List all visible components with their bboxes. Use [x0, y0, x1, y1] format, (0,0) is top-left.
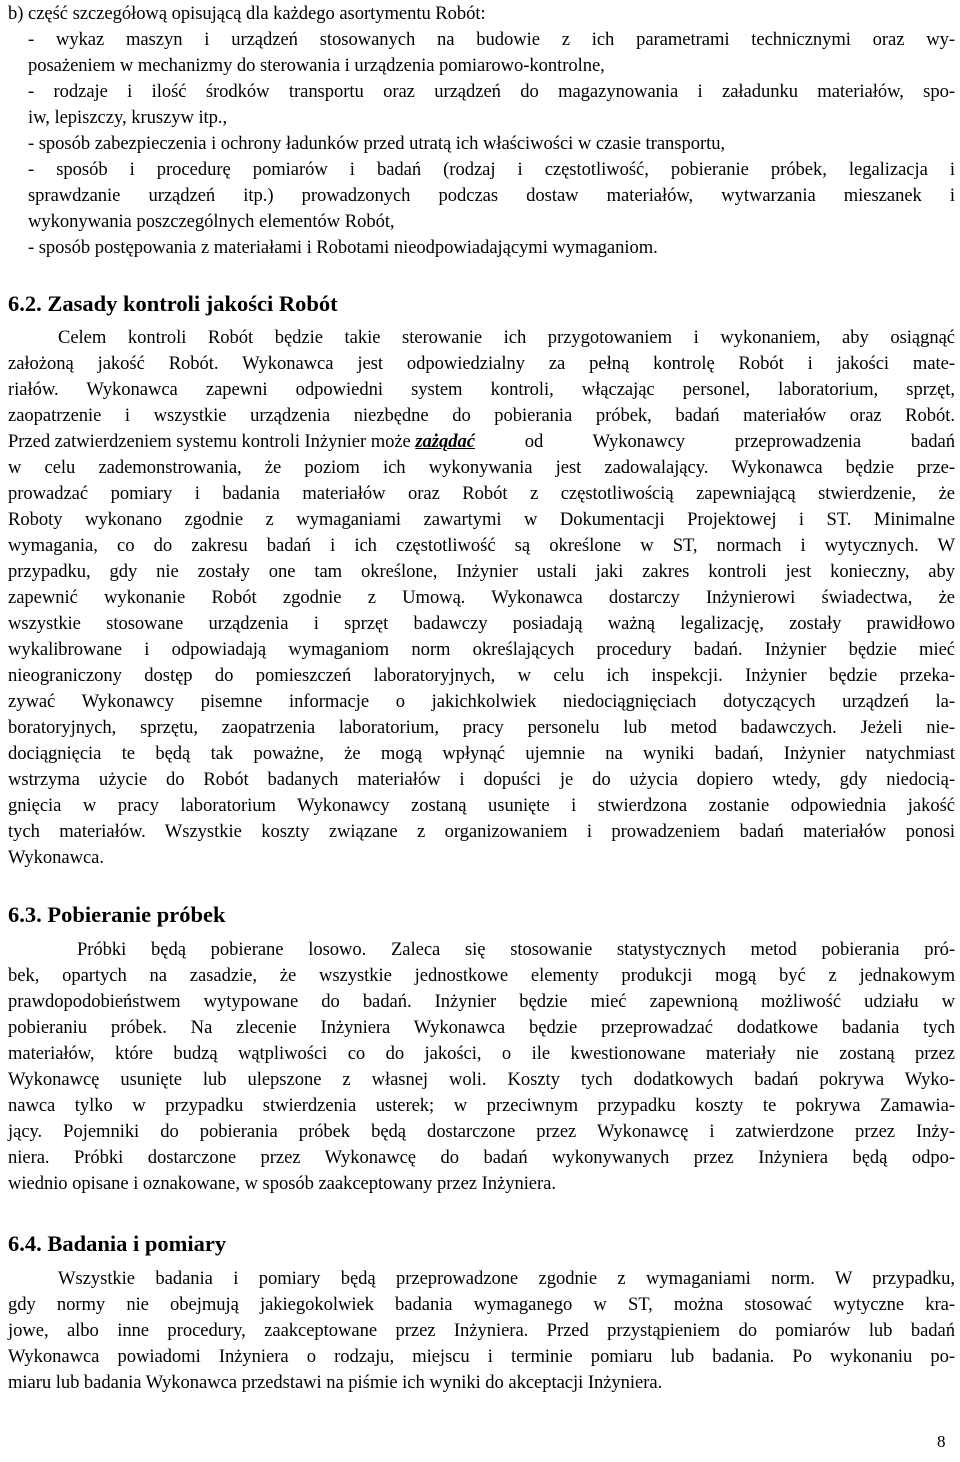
paragraph-line: riałów. Wykonawca zapewni odpowiedni system kontroli, włączając personel, laboratorium, sprzęt, — [8, 379, 955, 400]
paragraph-line: wstrzyma użycie do Robót badanych materiałów i dopuści je do użycia dopiero wtedy, gdy niedocią- — [8, 769, 955, 790]
paragraph-line: w celu zademonstrowania, że poziom ich wykonywania jest zadowalający. Wykonawca będzie prze- — [8, 457, 955, 478]
section-b-line: iw, lepiszczy, kruszyw itp., — [28, 107, 228, 128]
emphasized-word: zażądać — [415, 431, 475, 452]
paragraph-line-with-emphasis — [8, 430, 955, 454]
paragraph-line: jący. Pojemniki do pobierania próbek będą dostarczone przez Wykonawcę i zatwierdzone przez Inży- — [8, 1121, 955, 1142]
paragraph-line: wykalibrowane i odpowiadają wymaganiom norm określających procedury badań. Inżynier będzie mieć — [8, 639, 955, 660]
page-number: 8 — [937, 1432, 946, 1451]
paragraph-line: Wykonawca. — [8, 847, 104, 868]
paragraph-line: materiałów, które budzą wątpliwości co do jakości, o ile kwestionowane materiały nie zostaną przez — [8, 1043, 955, 1064]
section-b-line: - sposób i procedurę pomiarów i badań (rodzaj i częstotliwość, pobieranie próbek, legalizacja i — [28, 159, 955, 180]
paragraph-line: gnięcia w pracy laboratorium Wykonawcy zostaną usunięte i stwierdzona zostanie odpowiednia jakość — [8, 795, 955, 816]
section-b-intro: b) część szczegółową opisującą dla każdego asortymentu Robót: — [8, 3, 486, 24]
paragraph-line: dociągnięcia te będą tak poważne, że mogą wpłynąć ujemnie na wyniki badań, Inżynier natychmiast — [8, 743, 955, 764]
paragraph-line-start: Przed zatwierdzeniem systemu kontroli Inżynier może — [8, 431, 416, 452]
paragraph-line: zapewnić wykonanie Robót zgodnie z Umową. Wykonawca dostarczy Inżynierowi świadectwa, że — [8, 587, 955, 608]
section-6-4-heading: 6.4. Badania i pomiary — [8, 1231, 227, 1256]
paragraph-line: wymagania, co do zakresu badań i ich częstotliwość są określone w ST, normach i wytycznych. W — [8, 535, 955, 556]
paragraph-line: boratoryjnych, sprzętu, zaopatrzenia laboratorium, pracy personelu lub metod badawczych. Jeżeli nie- — [8, 717, 955, 738]
section-6-3-heading: 6.3. Pobieranie próbek — [8, 902, 226, 927]
section-b-line: - sposób postępowania z materiałami i Robotami nieodpowiadającymi wymaganiom. — [28, 237, 658, 258]
paragraph-line: jowe, albo inne procedury, zaakceptowane przez Inżyniera. Przed przystąpieniem do pomiarów lub badań — [8, 1320, 955, 1341]
paragraph-line: zywać Wykonawcy pisemne informacje o jakichkolwiek niedociągnięciach dotyczących urządzeń la- — [8, 691, 955, 712]
section-b-line: wykonywania poszczególnych elementów Robót, — [28, 211, 395, 232]
section-b-line: posażeniem w mechanizmy do sterowania i urządzenia pomiarowo-kontrolne, — [28, 55, 605, 76]
paragraph-line: wszystkie stosowane urządzenia i sprzęt badawczy posiadają ważną legalizację, zostały prawidłowo — [8, 613, 955, 634]
paragraph-line: Próbki będą pobierane losowo. Zaleca się stosowanie statystycznych metod pobierania pró- — [77, 939, 955, 960]
paragraph-line: Wykonawcę usunięte lub ulepszone z własnej woli. Koszty tych dodatkowych badań pokrywa Wyko- — [8, 1069, 955, 1090]
paragraph-line: przypadku, gdy nie zostały one tam określone, Inżynier ustali jaki zakres kontroli jest konieczny, aby — [8, 561, 955, 582]
section-b-line: - wykaz maszyn i urządzeń stosowanych na budowie z ich parametrami technicznymi oraz wy- — [28, 29, 955, 50]
paragraph-line: wiednio opisane i oznakowane, w sposób zaakceptowany przez Inżyniera. — [8, 1173, 556, 1194]
paragraph-line: zaopatrzenie i wszystkie urządzenia niezbędne do pobierania próbek, badań materiałów oraz Robót. — [8, 405, 955, 426]
paragraph-line: założoną jakość Robót. Wykonawca jest odpowiedzialny za pełną kontrolę Robót i jakości mate- — [8, 353, 955, 374]
paragraph-line: bek, opartych na zasadzie, że wszystkie jednostkowe elementy produkcji mogą być z jednakowym — [8, 965, 955, 986]
section-b-line: - rodzaje i ilość środków transportu oraz urządzeń do magazynowania i załadunku materiałów, spo- — [28, 81, 955, 102]
section-b-line: sprawdzanie urządzeń itp.) prowadzonych podczas dostaw materiałów, wytwarzania mieszanek i — [28, 185, 955, 206]
paragraph-line: gdy normy nie obejmują jakiegokolwiek badania wymaganego w ST, można stosować wytyczne kra- — [8, 1294, 955, 1315]
paragraph-line: Celem kontroli Robót będzie takie sterowanie ich przygotowaniem i wykonaniem, aby osiągnąć — [58, 327, 955, 348]
paragraph-line: tych materiałów. Wszystkie koszty związane z organizowaniem i prowadzeniem badań materiałów ponosi — [8, 821, 955, 842]
paragraph-line: Wszystkie badania i pomiary będą przeprowadzone zgodnie z wymaganiami norm. W przypadku, — [58, 1268, 955, 1289]
paragraph-line: pobieraniu próbek. Na zlecenie Inżyniera Wykonawca będzie przeprowadzać dodatkowe badania tych — [8, 1017, 955, 1038]
paragraph-line: miaru lub badania Wykonawca przedstawi na piśmie ich wyniki do akceptacji Inżyniera. — [8, 1372, 663, 1393]
paragraph-line: Roboty wykonano zgodnie z wymaganiami zawartymi w Dokumentacji Projektowej i ST. Minimalne — [8, 509, 955, 530]
paragraph-line: prawdopodobieństwem wytypowane do badań. Inżynier będzie mieć zapewnioną możliwość udziału w — [8, 991, 955, 1012]
paragraph-line: Wykonawca powiadomi Inżyniera o rodzaju, miejscu i terminie pomiaru lub badania. Po wykonaniu po- — [8, 1346, 955, 1367]
paragraph-line: niera. Próbki dostarczone przez Wykonawcę do badań wykonywanych przez Inżyniera będą odpo- — [8, 1147, 955, 1168]
paragraph-line: prowadzać pomiary i badania materiałów oraz Robót z częstotliwością zapewniającą stwierdzenie, że — [8, 483, 955, 504]
paragraph-line-end: od Wykonawcy przeprowadzenia badań — [474, 431, 955, 452]
section-b-line: - sposób zabezpieczenia i ochrony ładunków przed utratą ich właściwości w czasie transportu, — [28, 133, 726, 154]
paragraph-line: nawca tylko w przypadku stwierdzenia usterek; w przeciwnym przypadku koszty te pokrywa Zamawia- — [8, 1095, 955, 1116]
section-6-2-heading: 6.2. Zasady kontroli jakości Robót — [8, 291, 338, 316]
paragraph-line: nieograniczony dostęp do pomieszczeń laboratoryjnych, w celu ich inspekcji. Inżynier będzie przeka- — [8, 665, 955, 686]
